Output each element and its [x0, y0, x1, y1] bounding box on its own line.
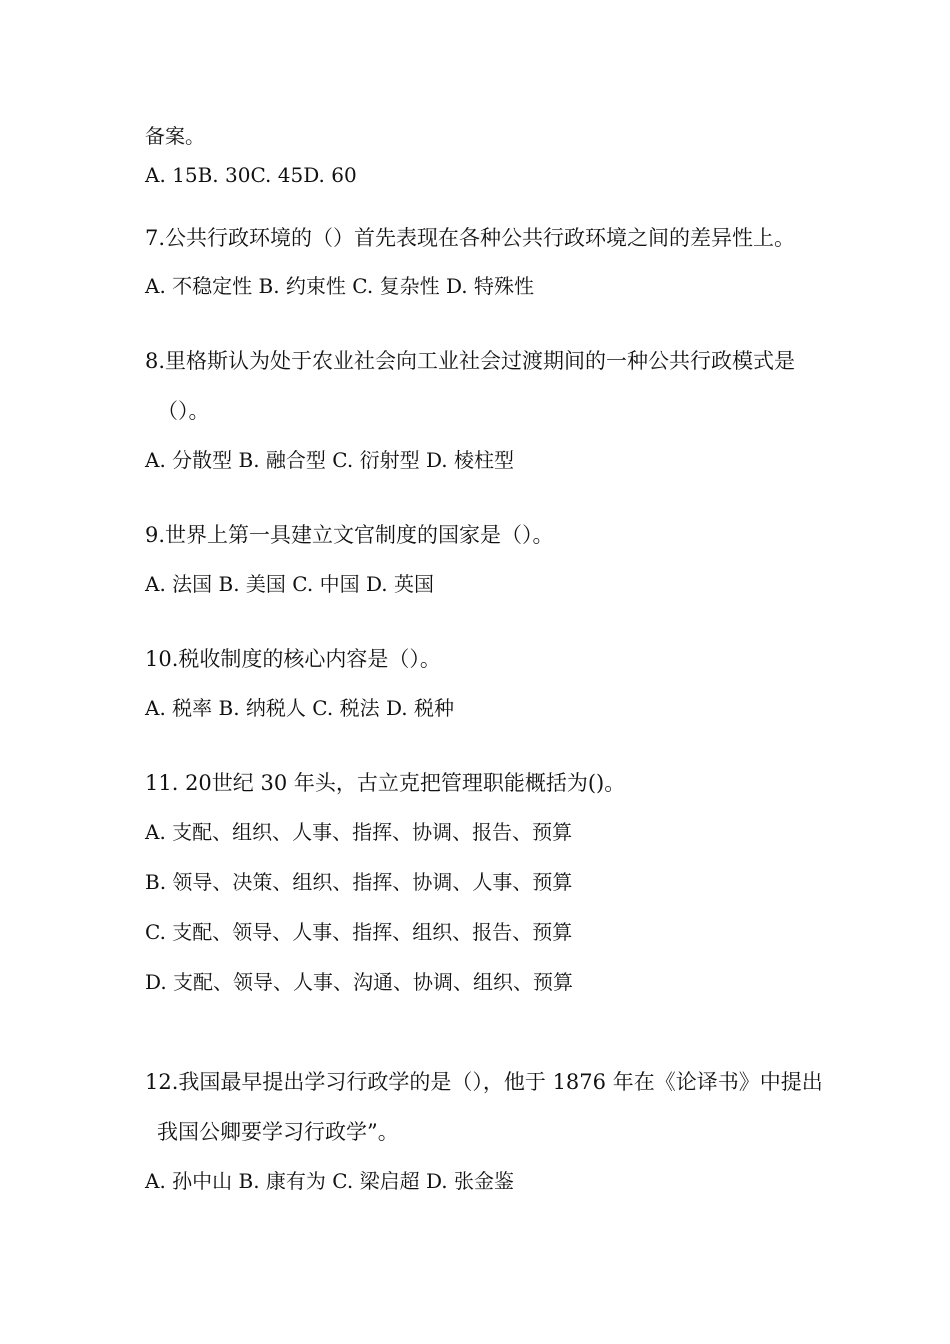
q11-text: 11. 20世纪 30 年头，古立克把管理职能概括为()。: [145, 771, 626, 795]
q10-text: 10.税收制度的核心内容是（）。: [145, 647, 441, 671]
q11-option-a: A. 支配、组织、人事、指挥、协调、报告、预算: [145, 820, 573, 844]
q6-options: A. 15B. 30C. 45D. 60: [145, 163, 357, 187]
q9-options: A. 法国 B. 美国 C. 中国 D. 英国: [145, 572, 434, 596]
q12-options: A. 孙中山 B. 康有为 C. 梁启超 D. 张金鉴: [145, 1169, 514, 1193]
q11-option-c: C. 支配、领导、人事、指挥、组织、报告、预算: [145, 920, 573, 944]
q8-text: 8.里格斯认为处于农业社会向工业社会过渡期间的一种公共行政模式是: [145, 349, 796, 373]
q7-text: 7.公共行政环境的（）首先表现在各种公共行政环境之间的差异性上。: [145, 226, 796, 250]
q12-text-continuation: 我国公卿要学习行政学”。: [157, 1120, 399, 1144]
q10-options: A. 税率 B. 纳税人 C. 税法 D. 税种: [145, 696, 454, 720]
q8-options: A. 分散型 B. 融合型 C. 衍射型 D. 棱柱型: [145, 448, 514, 472]
q8-text-continuation: （）。: [157, 399, 210, 423]
q9-text: 9.世界上第一具建立文官制度的国家是（）。: [145, 523, 554, 547]
q7-options: A. 不稳定性 B. 约束性 C. 复杂性 D. 特殊性: [145, 274, 534, 298]
q6-continuation: 备案。: [145, 124, 205, 148]
q12-text: 12.我国最早提出学习行政学的是（），他于 1876 年在《论译书》中提出: [145, 1070, 823, 1094]
q11-option-b: B. 领导、决策、组织、指挥、协调、人事、预算: [145, 870, 573, 894]
q11-option-d: D. 支配、领导、人事、沟通、协调、组织、预算: [145, 970, 574, 994]
